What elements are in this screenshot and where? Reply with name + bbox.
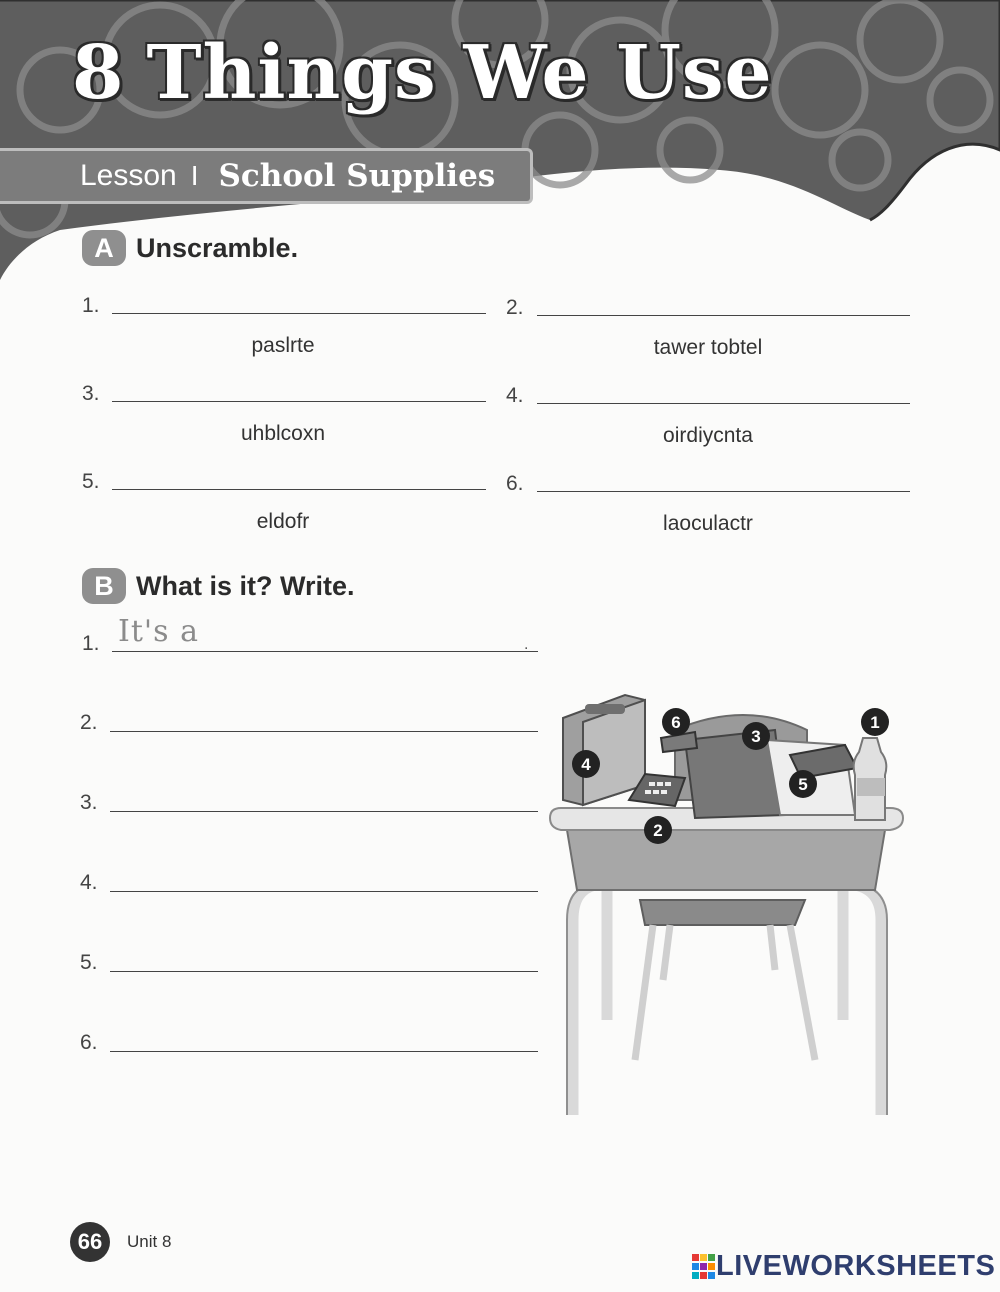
a-item-2-scrambled: tawer tobtel (653, 336, 763, 359)
b-item-1-number: 1. (82, 632, 100, 655)
a-item-4-answer-line[interactable] (537, 403, 910, 404)
label-2-badge (644, 816, 672, 844)
a-item-5-number: 5. (82, 470, 100, 493)
a-item-1-answer-line[interactable] (112, 313, 486, 314)
label-1: 1 (870, 713, 880, 732)
label-5: 5 (798, 775, 808, 794)
chair-legs (635, 925, 815, 1060)
chair-seat (640, 900, 805, 925)
a-item-4-number: 4. (506, 384, 524, 407)
label-4-badge (572, 750, 600, 778)
example-period: . (524, 636, 529, 653)
section-a-title: Unscramble. (136, 232, 299, 263)
unit-title-text: Things We Use (146, 30, 773, 116)
a-item-2-number: 2. (506, 296, 524, 319)
b-item-3-number: 3. (80, 791, 98, 814)
section-a-badge: A (82, 230, 126, 266)
lesson-number: I (190, 160, 199, 191)
lesson-name: School Supplies (218, 158, 496, 194)
a-item-3-scrambled: uhblcoxn (240, 422, 326, 445)
a-item-3-answer-line[interactable] (112, 401, 486, 402)
b-item-4-answer-line[interactable] (110, 891, 538, 892)
b-item-1-answer-line[interactable] (112, 651, 538, 652)
a-item-1-number: 1. (82, 294, 100, 317)
b-item-6-answer-line[interactable] (110, 1051, 538, 1052)
label-6: 6 (671, 713, 681, 732)
unit-number: 8 (72, 30, 125, 116)
b-item-6-number: 6. (80, 1031, 98, 1054)
a-item-4-scrambled: oirdiycnta (663, 424, 753, 447)
b-item-2-number: 2. (80, 711, 98, 734)
section-b-title: What is it? Write. (136, 570, 355, 601)
label-4: 4 (581, 755, 591, 774)
a-item-3-number: 3. (82, 382, 100, 405)
desk-illustration (545, 690, 915, 1120)
label-3-badge (742, 722, 770, 750)
section-b-badge: B (82, 568, 126, 604)
b-item-2-answer-line[interactable] (110, 731, 538, 732)
label-1-badge (861, 708, 889, 736)
page-number: 66 (70, 1222, 110, 1262)
label-5-badge (789, 770, 817, 798)
liveworksheets-logo[interactable] (692, 1250, 995, 1283)
a-item-6-scrambled: laoculactr (663, 512, 753, 535)
a-item-2-answer-line[interactable] (537, 315, 910, 316)
label-3: 3 (751, 727, 761, 746)
section-b-heading (82, 568, 355, 604)
a-item-5-answer-line[interactable] (112, 489, 486, 490)
brand-name: LIVEWORKSHEETS (716, 1250, 996, 1282)
a-item-5-scrambled: eldofr (256, 510, 310, 533)
a-item-1-scrambled: paslrte (251, 334, 315, 357)
example-answer: It's a (118, 614, 199, 649)
label-6-badge (662, 708, 690, 736)
b-item-5-number: 5. (80, 951, 98, 974)
b-item-5-answer-line[interactable] (110, 971, 538, 972)
lesson-word: Lesson (80, 159, 177, 192)
unit-title (72, 30, 773, 116)
liveworksheets-icon (692, 1254, 716, 1280)
section-a-heading (82, 230, 298, 266)
label-2: 2 (653, 821, 663, 840)
unit-label: Unit 8 (127, 1232, 172, 1251)
lesson-bar (0, 148, 533, 204)
b-item-3-answer-line[interactable] (110, 811, 538, 812)
desk-box (567, 830, 885, 890)
a-item-6-number: 6. (506, 472, 524, 495)
a-item-6-answer-line[interactable] (537, 491, 910, 492)
b-item-4-number: 4. (80, 871, 98, 894)
